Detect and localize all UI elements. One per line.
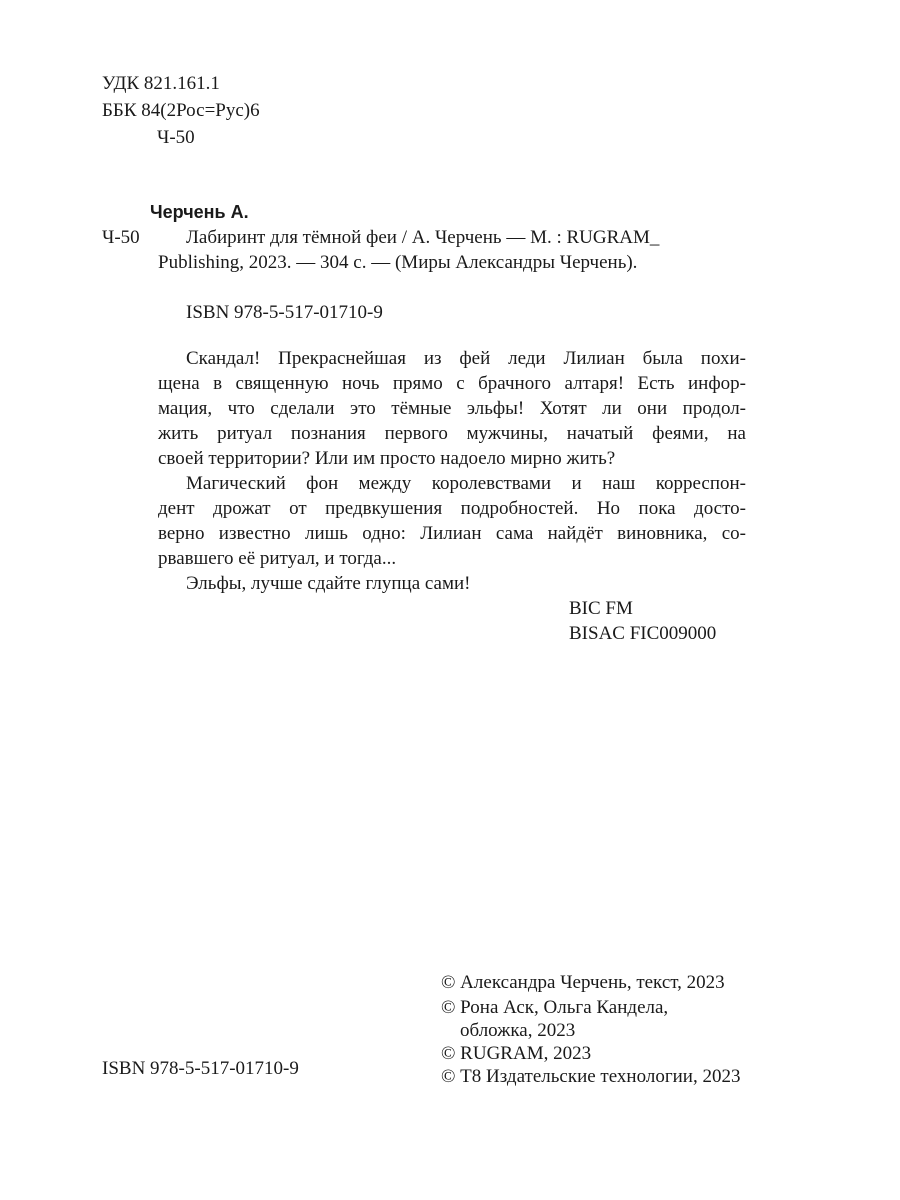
annotation-line: Эльфы, лучше сдайте глупца сами! [186,573,471,594]
bbk-code: ББК 84(2Рос=Рус)6 [102,100,260,121]
side-author-mark: Ч-50 [102,227,140,248]
bibliography-line-2: Publishing, 2023. — 304 с. — (Миры Александры Черчень). [158,252,638,273]
copyright-line: © RUGRAM, 2023 [441,1043,592,1064]
copyright-line: © Александра Черчень, текст, 2023 [441,972,725,993]
annotation-line: Магический фон между королевствами и наш корреспон- [186,473,746,494]
annotation-line: щена в священную ночь прямо с брачного алтаря! Есть инфор- [158,373,746,394]
annotation-line: рвавшего её ритуал, и тогда... [158,548,397,569]
bic-code: BIC FM [569,598,633,619]
author-heading: Черчень А. [150,202,249,222]
copyright-line: © Рона Аск, Ольга Кандела, [441,997,669,1018]
annotation-line: жить ритуал познания первого мужчины, начатый феями, на [158,423,746,444]
copyright-line: обложка, 2023 [460,1020,576,1041]
author-mark: Ч-50 [157,127,195,148]
annotation-line: дент дрожат от предвкушения подробностей. Но пока досто- [158,498,746,519]
annotation-line: верно известно лишь одно: Лилиан сама найдёт виновника, со- [158,523,746,544]
isbn-bottom: ISBN 978-5-517-01710-9 [102,1058,299,1079]
bibliography-line-1: Лабиринт для тёмной феи / А. Черчень — М. : RUGRAM_ [186,227,660,248]
isbn-top: ISBN 978-5-517-01710-9 [186,302,383,323]
annotation-line: мация, что сделали это тёмные эльфы! Хотят ли они продол- [158,398,746,419]
bisac-code: BISAC FIC009000 [569,623,717,644]
annotation-line: Скандал! Прекраснейшая из фей леди Лилиан была похи- [186,348,746,369]
annotation-line: своей территории? Или им просто надоело мирно жить? [158,448,616,469]
copyright-line: © Т8 Издательские технологии, 2023 [441,1066,741,1087]
udk-code: УДК 821.161.1 [102,73,220,94]
